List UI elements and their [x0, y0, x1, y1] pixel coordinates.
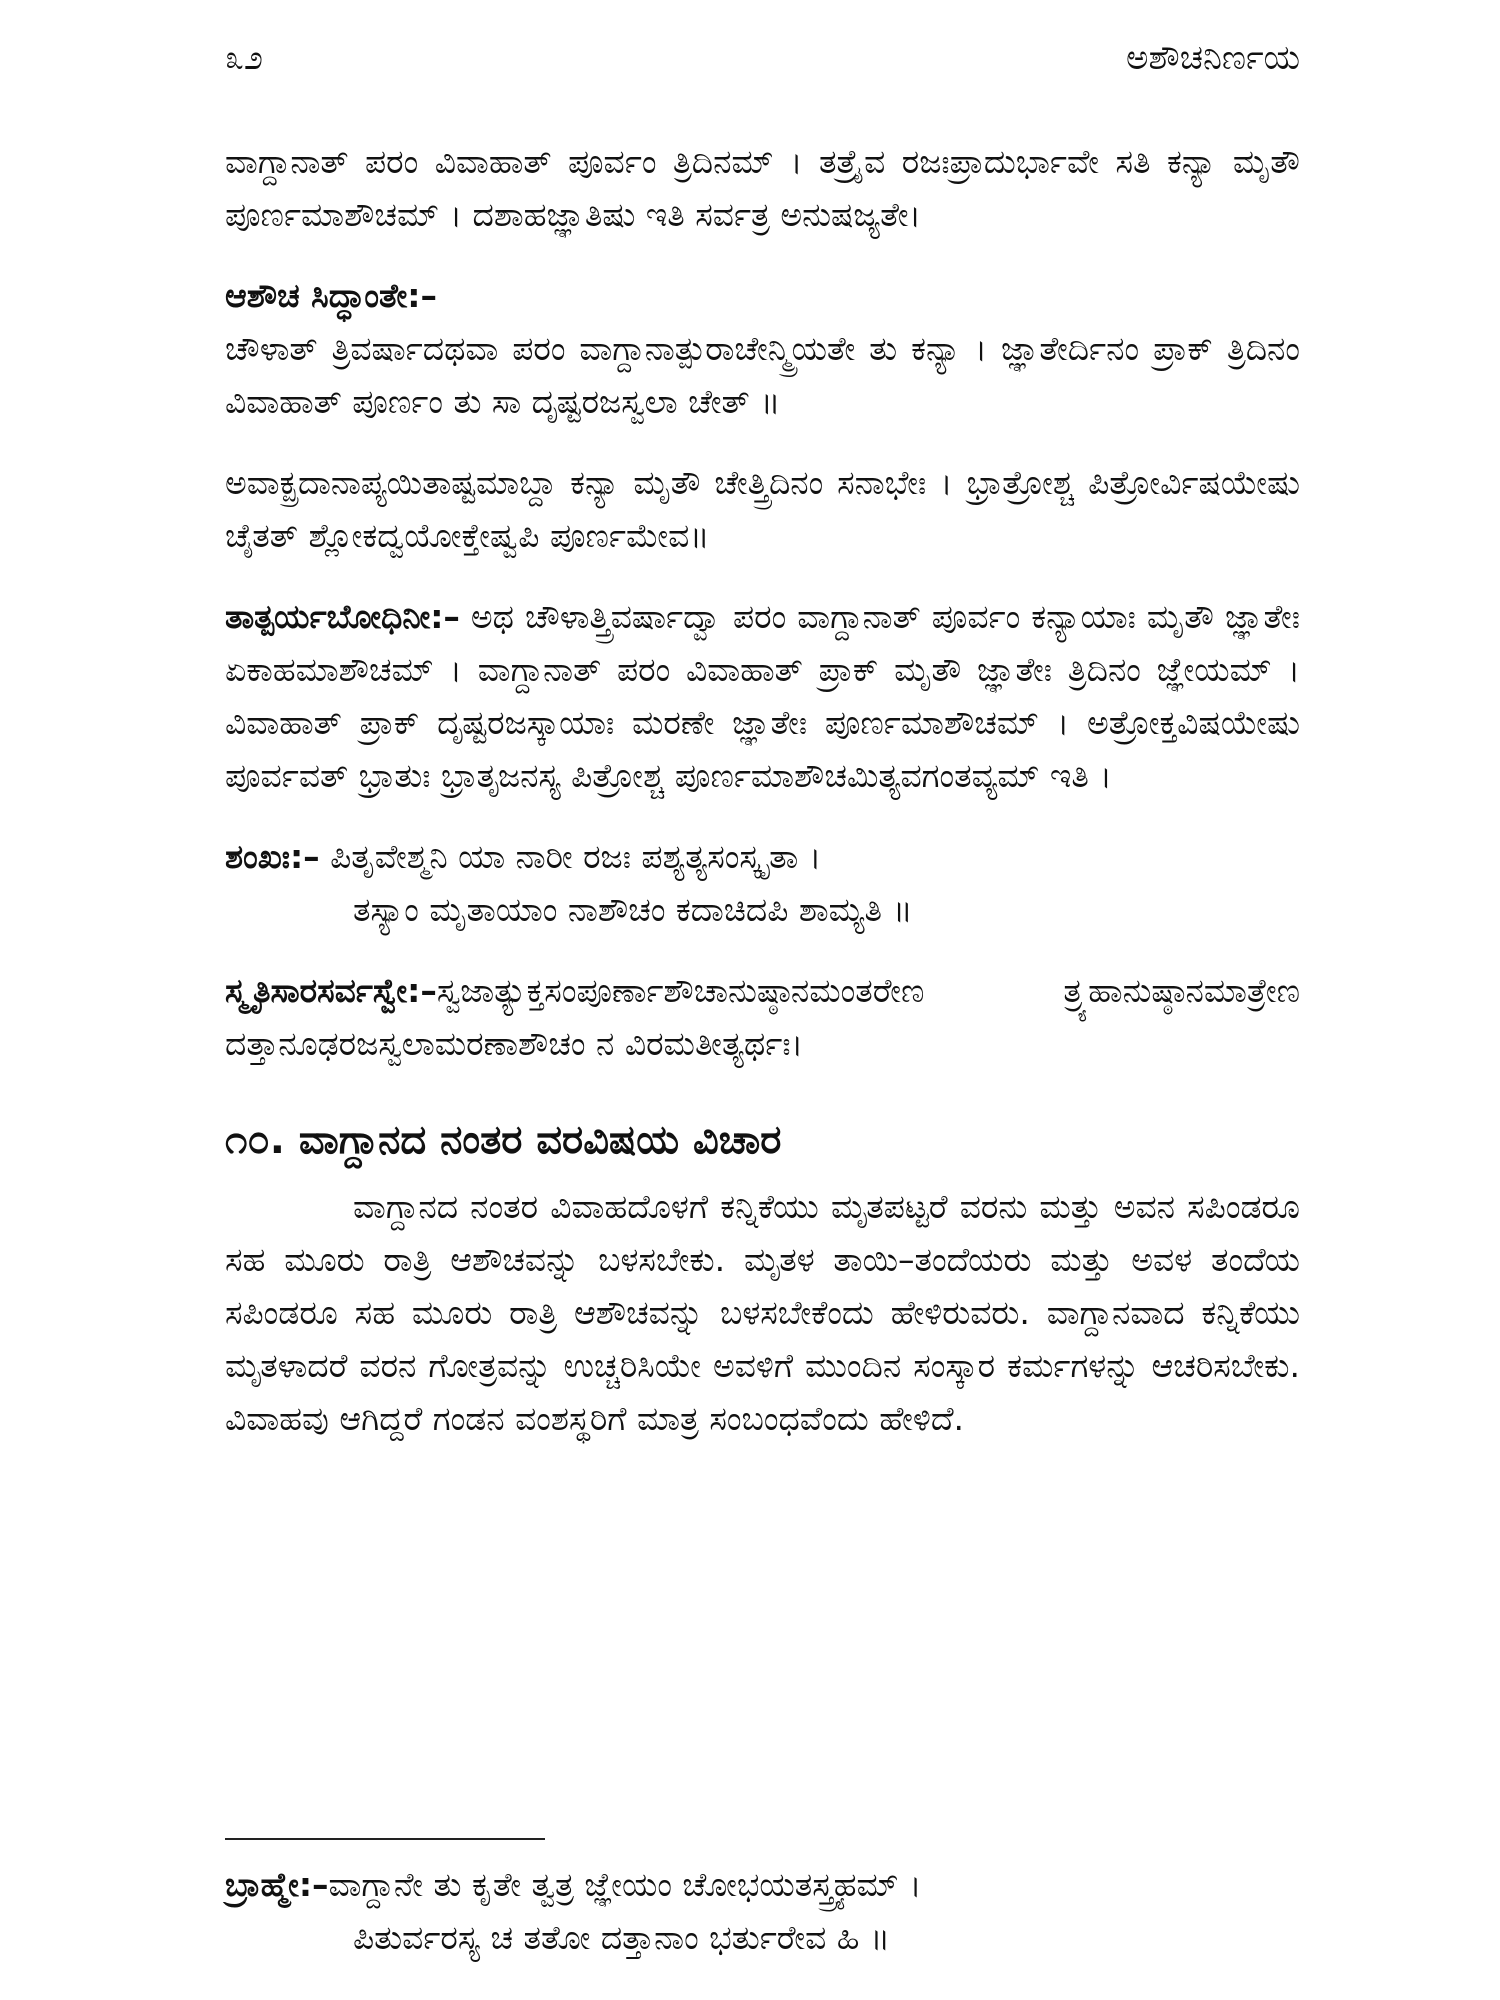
footnote-label: ಬ್ರಾಹ್ಮೇ:–: [225, 1865, 329, 1904]
paragraph-1: ವಾಗ್ದಾನಾತ್ ಪರಂ ವಿವಾಹಾತ್ ಪೂರ್ವಂ ತ್ರಿದಿನಮ್ । ತತ್ರೈವ ರಜಃಪ್ರಾದುರ್ಭಾವೇ ಸತಿ ಕನ್ಯಾ ಮೃತೌ ಪೂರ್ಣಮಾಶೌಚಮ್ । ದಶಾಹಜ್ಞಾತಿಷು ಇತಿ ಸರ್ವತ್ರ ಅನುಷಜ್ಯತೇ।: [225, 142, 1300, 234]
shankha-label: ಶಂಖಃ:–: [225, 837, 320, 876]
footnote-rule: [225, 1838, 545, 1840]
paragraph-2: ಚೌಳಾತ್ ತ್ರಿವರ್ಷಾದಥವಾ ಪರಂ ವಾಗ್ದಾನಾತ್ಪುರಾಚೇನ್ಮ್ರಿಯತೇ ತು ಕನ್ಯಾ । ಜ್ಞಾತೇರ್ದಿನಂ ಪ್ರಾಕ್ ತ್ರಿದಿನಂ ವಿವಾಹಾತ್ ಪೂರ್ಣಂ ತು ಸಾ ದೃಷ್ಟರಜಸ್ವಲಾ ಚೇತ್ ॥: [225, 329, 1300, 421]
smriti-text: ಸ್ವಜಾತ್ಯುಕ್ತಸಂಪೂರ್ಣಾಶೌಚಾನುಷ್ಠಾನಮಂತರೇಣ ತ್ರ್ಯಹಾನುಷ್ಠಾನಮಾತ್ರೇಣ ದತ್ತಾನೂಢರಜಸ್ವಲಾಮರಣಾಶೌಚಂ ನ ವಿರಮತೀತ್ಯರ್ಥಃ।: [225, 971, 1300, 1063]
paragraph-6: ವಾಗ್ದಾನದ ನಂತರ ವಿವಾಹದೊಳಗೆ ಕನ್ನಿಕೆಯು ಮೃತಪಟ್ಟರೆ ವರನು ಮತ್ತು ಅವನ ಸಪಿಂಡರೂ ಸಹ ಮೂರು ರಾತ್ರಿ ಆಶೌಚವನ್ನು ಬಳಸಬೇಕು. ಮೃತಳ ತಾಯಿ–ತಂದೆಯರು ಮತ್ತು ಅವಳ ತಂದೆಯ ಸಪಿಂಡರೂ ಸಹ ಮೂರು ರಾತ್ರಿ ಆಶೌಚವನ್ನು ಬಳಸಬೇಕೆಂದು ಹೇಳಿರುವರು. ವಾಗ್ದಾನವಾದ ಕನ್ನಿಕೆಯು ಮೃತಳಾದರೆ ವರನ ಗೋತ್ರವನ್ನು ಉಚ್ಚರಿಸಿಯೇ ಅವಳಿಗೆ ಮುಂದಿನ ಸಂಸ್ಕಾರ ಕರ್ಮಗಳನ್ನು ಆಚರಿಸಬೇಕು. ವಿವಾಹವು ಆಗಿದ್ದರೆ ಗಂಡನ ವಂಶಸ್ಥರಿಗೆ ಮಾತ್ರ ಸಂಬಂಧವೆಂದು ಹೇಳಿದೆ.: [225, 1187, 1300, 1438]
shankha-line-2: ತಸ್ಯಾಂ ಮೃತಾಯಾಂ ನಾಶೌಚಂ ಕದಾಚಿದಪಿ ಶಾಮ್ಯತಿ ॥: [353, 890, 913, 929]
smriti-label: ಸ್ಮೃತಿಸಾರಸರ್ವಸ್ವೇ:–: [225, 971, 437, 1010]
shankha-text-1: ಪಿತೃವೇಶ್ಮನಿ ಯಾ ನಾರೀ ರಜಃ ಪಶ್ಯತ್ಯಸಂಸ್ಕೃತಾ ।: [319, 837, 822, 876]
shankha-line-1: [225, 830, 1300, 883]
footnote: [225, 1858, 1300, 1964]
page-number: ೩೨: [225, 38, 264, 78]
page-header: [225, 30, 1300, 80]
footnote-line-1: [225, 1858, 1300, 1911]
footnote-line-2: ಪಿತುರ್ವರಸ್ಯ ಚ ತತೋ ದತ್ತಾನಾಂ ಭರ್ತುರೇವ ಹಿ ॥: [353, 1918, 891, 1957]
tatparya-paragraph: [225, 590, 1300, 802]
paragraph-3: ಅವಾಕ್ಪ್ರದಾನಾಪ್ಯಯಿತಾಷ್ಟಮಾಬ್ದಾ ಕನ್ಯಾ ಮೃತೌ ಚೇತ್ತ್ರಿದಿನಂ ಸನಾಭೇಃ । ಭ್ರಾತ್ರೋಶ್ಚ ಪಿತ್ರೋರ್ವಿಷಯೇಷು ಚೈತತ್ ಶ್ಲೋಕದ್ವಯೋಕ್ತೇಷ್ವಪಿ ಪೂರ್ಣಮೇವ॥: [225, 463, 1300, 555]
smriti-paragraph: [225, 964, 1300, 1070]
chapter-title: ೧೦. ವಾಗ್ದಾನದ ನಂತರ ವರವಿಷಯ ವಿಚಾರ: [225, 1117, 782, 1163]
main-text: [225, 135, 1300, 1473]
tatparya-text: ಅಥ ಚೌಳಾತ್ತ್ರಿವರ್ಷಾದ್ವಾ ಪರಂ ವಾಗ್ದಾನಾತ್ ಪೂರ್ವಂ ಕನ್ಯಾಯಾಃ ಮೃತೌ ಜ್ಞಾತೇಃ ಏಕಾಹಮಾಶೌಚಮ್ । ವಾಗ್ದಾನಾತ್ ಪರಂ ವಿವಾಹಾತ್ ಪ್ರಾಕ್ ಮೃತೌ ಜ್ಞಾತೇಃ ತ್ರಿದಿನಂ ಜ್ಞೇಯಮ್ । ವಿವಾಹಾತ್ ಪ್ರಾಕ್ ದೃಷ್ಟರಜಸ್ಕಾಯಾಃ ಮರಣೇ ಜ್ಞಾತೇಃ ಪೂರ್ಣಮಾಶೌಚಮ್ । ಅತ್ರೋಕ್ತವಿಷಯೇಷು ಪೂರ್ವವತ್ ಭ್ರಾತುಃ ಭ್ರಾತೃಜನಸ್ಯ ಪಿತ್ರೋಶ್ಚ ಪೂರ್ಣಮಾಶೌಚಮಿತ್ಯವಗಂತವ್ಯಮ್ ಇತಿ ।: [225, 597, 1300, 795]
shankha-verse: [225, 830, 1300, 936]
ashauca-siddhanta-heading: ಆಶೌಚ ಸಿದ್ಧಾಂತೇ:–: [225, 276, 437, 315]
footnote-text-1: ವಾಗ್ದಾನೇ ತು ಕೃತೇ ತ್ವತ್ರ ಜ್ಞೇಯಂ ಚೋಭಯತಸ್ತ್ರ್ಯಹಮ್ ।: [328, 1865, 922, 1904]
tatparya-label: ತಾತ್ಪರ್ಯಬೋಧಿನೀ:–: [225, 597, 460, 636]
running-title: ಅಶೌಚನಿರ್ಣಯ: [1126, 38, 1300, 78]
